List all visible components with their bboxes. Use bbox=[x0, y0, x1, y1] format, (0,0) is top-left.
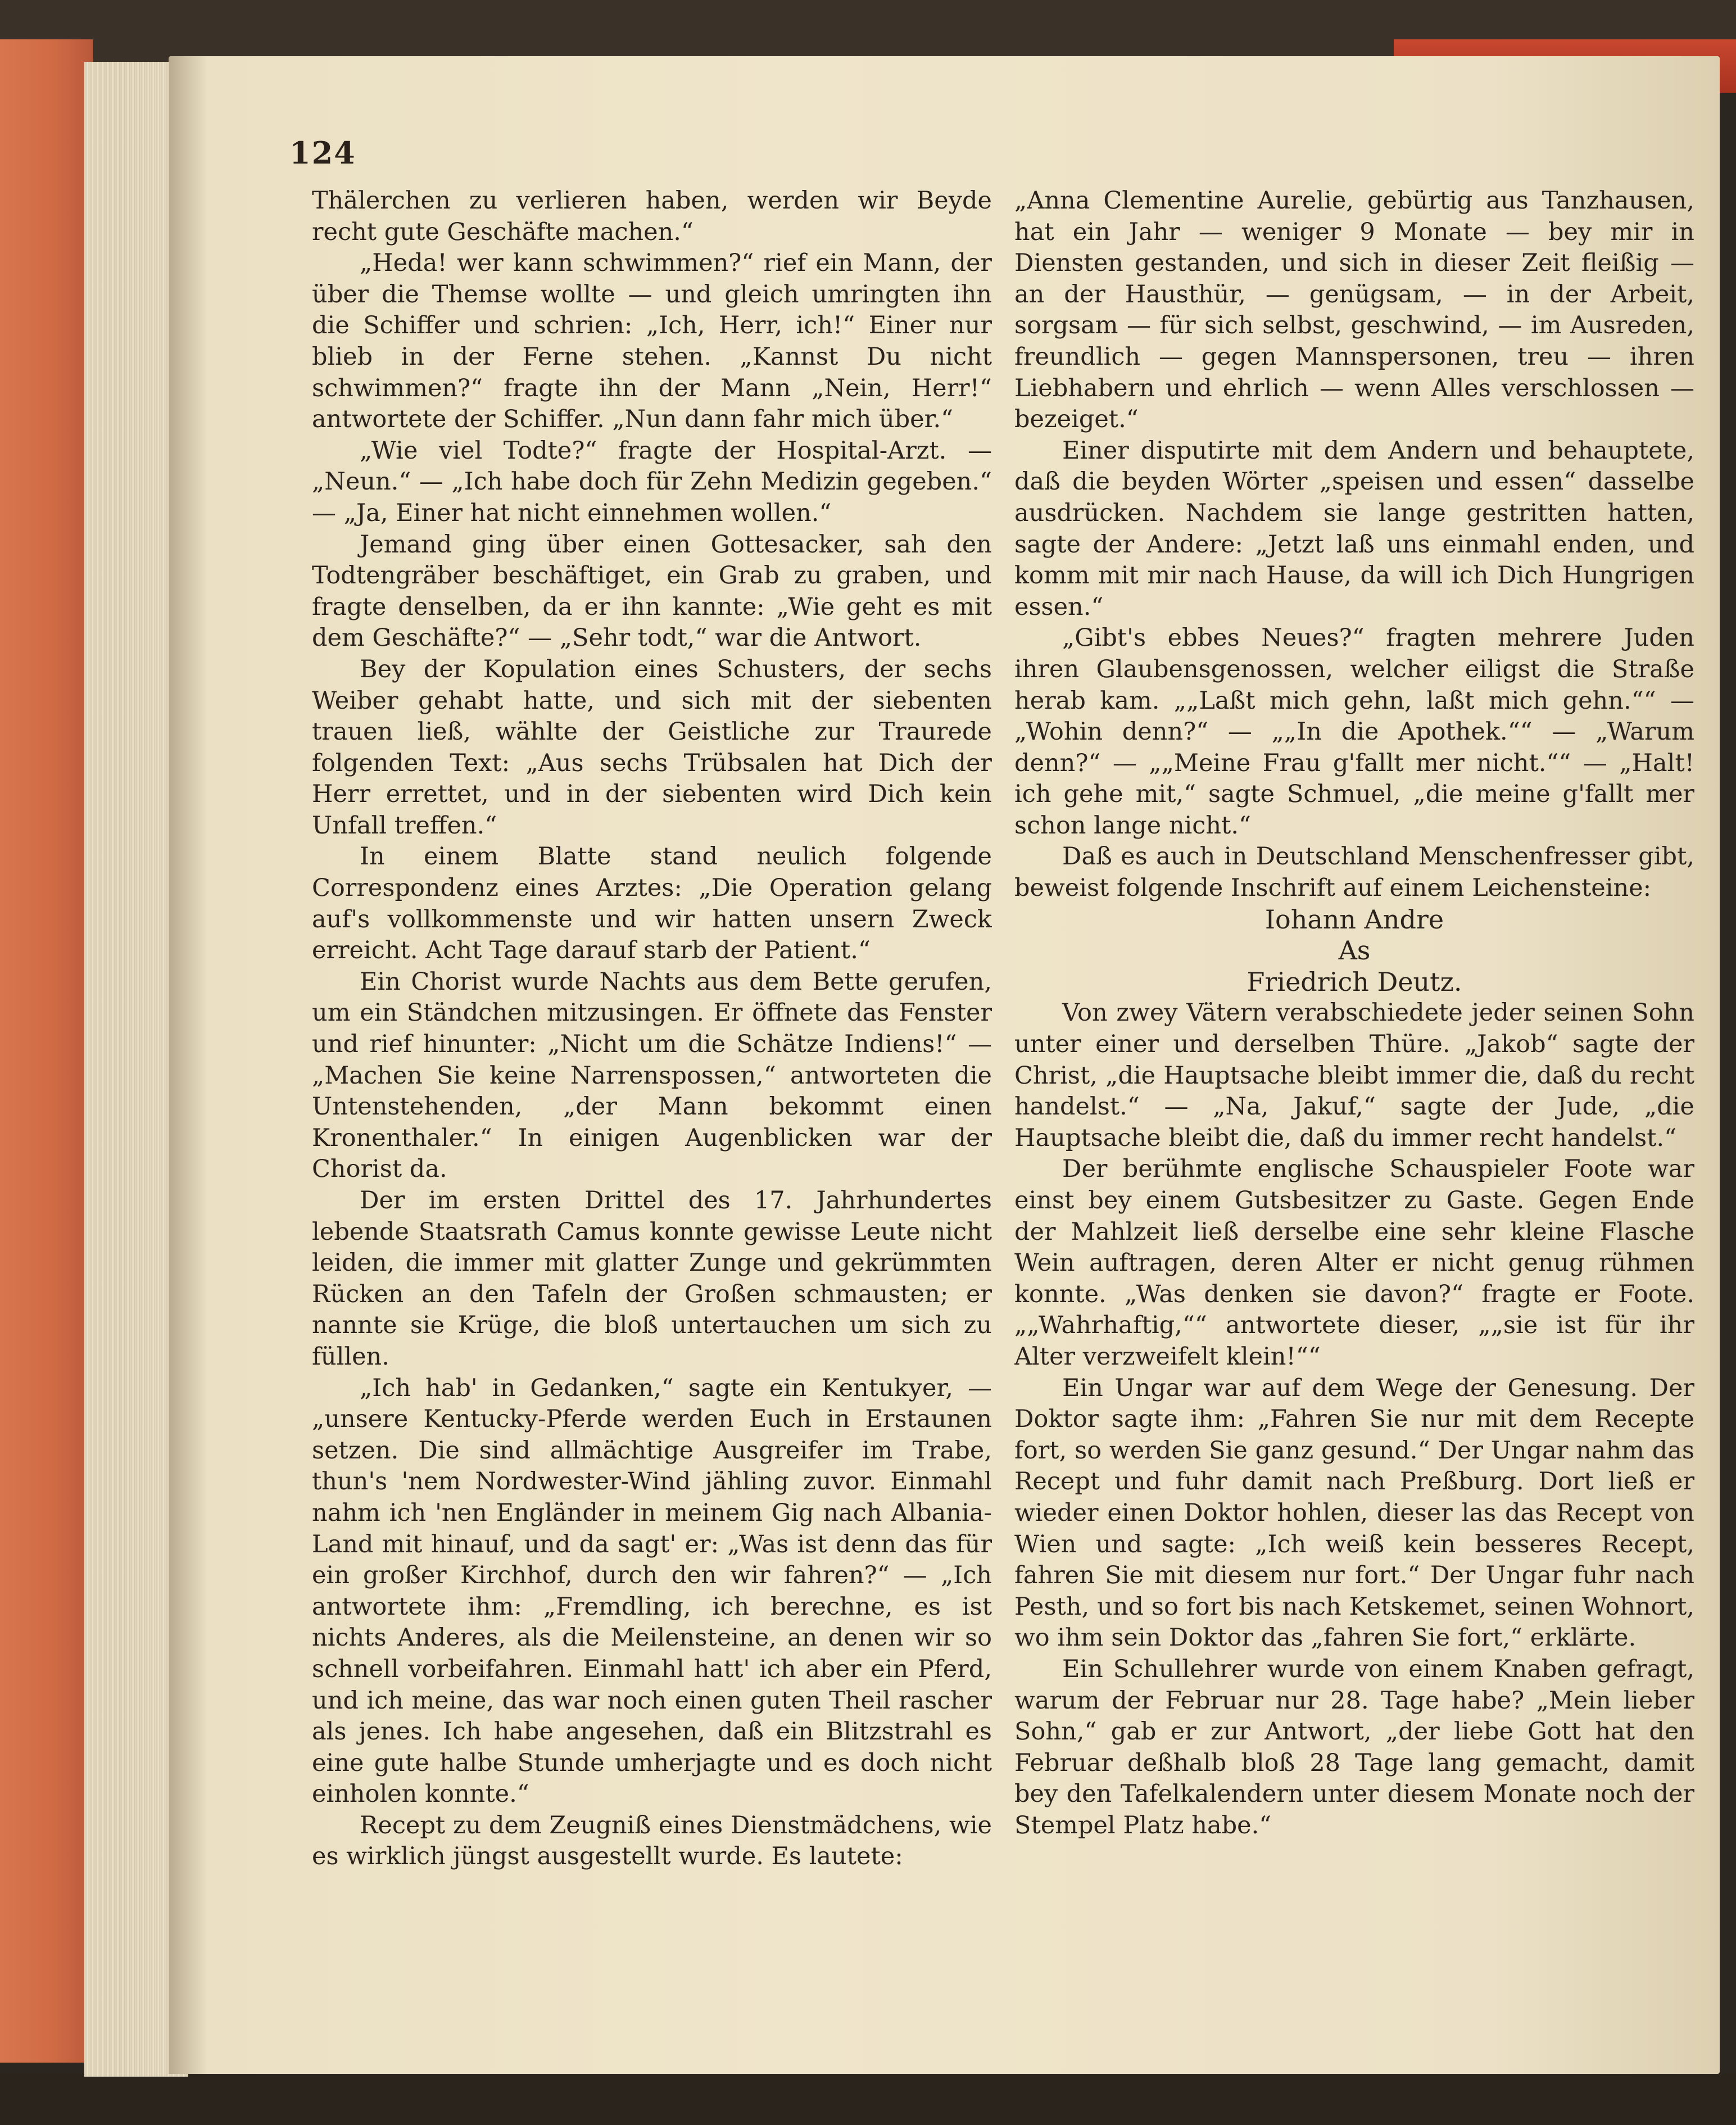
paragraph: Ein Schullehrer wurde von einem Knaben gefragt, warum der Februar nur 28. Tage habe? „Mein lieber Sohn,“ gab er zur Antwort, „der liebe Gott hat den Februar deßhalb bloß 28 Tage lang gemacht, damit bey den Tafelkalendern unter diesem Monate noch der Stempel Platz habe.“ bbox=[1014, 1655, 1694, 1839]
paragraph: „Heda! wer kann schwimmen?“ rief ein Mann, der über die Themse wollte — und gleich umringten ihn die Schiffer und schrien: „Ich, Herr, ich!“ Einer nur blieb in der Ferne stehen. „Kannst Du nicht schwimmen?“ fragte ihn der Mann „Nein, Herr!“ antwortete der Schiffer. „Nun dann fahr mich über.“ bbox=[312, 249, 992, 434]
paragraph: In einem Blatte stand neulich folgende Correspondenz eines Arztes: „Die Operation gelang auf's vollkommenste und wir hatten unsern Zweck erreicht. Acht Tage darauf starb der Patient.“ bbox=[312, 842, 992, 965]
paragraph: Bey der Kopulation eines Schusters, der sechs Weiber gehabt hatte, und sich mit der siebenten trauen ließ, wählte der Geistliche zur Traurede folgenden Text: „Aus sechs Trübsalen hat Dich der Herr errettet, und in der siebenten wird Dich kein Unfall treffen.“ bbox=[312, 655, 992, 840]
paragraph: Jemand ging über einen Gottesacker, sah den Todtengräber beschäftiget, ein Grab zu graben, und fragte denselben, da er ihn kannte: „Wie geht es mit dem Geschäfte?“ — „Sehr todt,“ war die Antwort. bbox=[312, 530, 992, 653]
book-cover-left bbox=[0, 39, 93, 2063]
right-column bbox=[1014, 185, 1694, 1984]
paragraph: Ein Chorist wurde Nachts aus dem Bette gerufen, um ein Ständchen mitzusingen. Er öffnete das Fenster und rief hinunter: „Nicht um die Schätze Indiens!“ — „Machen Sie keine Narrenspossen,“ antworteten die Untenstehenden, „der Mann bekommt einen Kronenthaler.“ In einigen Augenblicken war der Chorist da. bbox=[312, 967, 992, 1184]
paragraph: „Ich hab' in Gedanken,“ sagte ein Kentukyer, — „unsere Kentucky-Pferde werden Euch in Erstaunen setzen. Die sind allmächtige Ausgreifer im Trabe, thun's 'nem Nordwester-Wind jähling zuvor. Einmahl nahm ich 'nen Engländer in meinem Gig nach Albania-Land mit hinauf, und da sagt' er: „Was ist denn das für ein großer Kirchhof, durch den wir fahren?“ — „Ich antwortete ihm: „Fremdling, ich berechne, es ist nichts Anderes, als die Meilensteine, an denen wir so schnell vorbeifahren. Einmahl hatt' ich aber ein Pferd, und ich meine, das war noch einen guten Theil rascher als jenes. Ich habe angesehen, daß ein Blitzstrahl es eine gute halbe Stunde umherjagte und es doch nicht einholen konnte.“ bbox=[312, 1374, 992, 1809]
paragraph: Daß es auch in Deutschland Menschenfresser gibt, beweist folgende Inschrift auf einem Leichensteine: bbox=[1014, 842, 1694, 903]
paragraph: Ein Ungar war auf dem Wege der Genesung. Der Doktor sagte ihm: „Fahren Sie nur mit dem Recepte fort, so werden Sie ganz gesund.“ Der Ungar nahm das Recept und fuhr damit nach Preßburg. Dort ließ er wieder einen Doktor hohlen, dieser las das Recept von Wien und sagte: „Ich weiß kein besseres Recept, fahren Sie mit diesem nur fort.“ Der Ungar fuhr nach Pesth, und so fort bis nach Ketskemet, seinen Wohnort, wo ihm sein Doktor das „fahren Sie fort,“ erklärte. bbox=[1014, 1374, 1694, 1652]
inscription-line: Iohann Andre bbox=[1264, 904, 1444, 935]
paragraph: Der berühmte englische Schauspieler Foote war einst bey einem Gutsbesitzer zu Gaste. Gegen Ende der Mahlzeit ließ derselbe eine sehr kleine Flasche Wein auftragen, deren Alter er nicht genug rühmen konnte. „Was denken sie davon?“ fragte er Foote. „„Wahrhaftig,““ antwortete dieser, „„sie ist für ihr Alter verzweifelt klein!““ bbox=[1014, 1155, 1694, 1371]
paragraph: Recept zu dem Zeugniß eines Dienstmädchens, wie es wirklich jüngst ausgestellt wurde. Es lautete: bbox=[312, 1811, 992, 1871]
paragraph: Von zwey Vätern verabschiedete jeder seinen Sohn unter einer und derselben Thüre. „Jakob“ sagte der Christ, „die Hauptsache bleibt immer die, daß du recht handelst.“ — „Na, Jakuf,“ sagte der Jude, „die Hauptsache bleibt die, daß du immer recht handelst.“ bbox=[1014, 999, 1694, 1152]
paragraph: „Gibt's ebbes Neues?“ fragten mehrere Juden ihren Glaubensgenossen, welcher eiligst die Straße herab kam. „„Laßt mich gehn, laßt mich gehn.““ — „Wohin denn?“ — „„In die Apothek.““ — „Warum denn?“ — „„Meine Frau g'fallt mer nicht.““ — „Halt! ich gehe mit,“ sagte Schmuel, „die meine g'fallt mer schon lange nicht.“ bbox=[1014, 624, 1694, 840]
inscription-line: As bbox=[1338, 935, 1371, 966]
gutter-shadow bbox=[169, 56, 208, 2074]
paragraph: „Anna Clementine Aurelie, gebürtig aus Tanzhausen, hat ein Jahr — weniger 9 Monate — bey mir in Diensten gestanden, und sich in dieser Zeit fleißig — an der Hausthür, — genügsam, — in der Arbeit, sorgsam — für sich selbst, geschwind, — im Ausreden, freundlich — gegen Mannspersonen, treu — ihren Liebhabern und ehrlich — wenn Alles verschlossen — bezeiget.“ bbox=[1014, 187, 1694, 434]
paragraph: Der im ersten Drittel des 17. Jahrhundertes lebende Staatsrath Camus konnte gewisse Leute nicht leiden, die immer mit glatter Zunge und gekrümmten Rücken an den Tafeln der Großen schmausten; er nannte sie Krüge, die bloß untertauchen um sich zu füllen. bbox=[312, 1186, 992, 1371]
left-column bbox=[312, 185, 992, 1984]
background-bottom bbox=[0, 2074, 1736, 2125]
paragraph: Thälerchen zu verlieren haben, werden wir Beyde recht gute Geschäfte machen.“ bbox=[312, 187, 992, 246]
paragraph: „Wie viel Todte?“ fragte der Hospital-Arzt. — „Neun.“ — „Ich habe doch für Zehn Medizin gegeben.“ — „Ja, Einer hat nicht einnehmen wollen.“ bbox=[312, 436, 992, 527]
inscription-line: Friedrich Deutz. bbox=[1247, 966, 1462, 997]
page-number: 124 bbox=[289, 135, 356, 171]
paragraph: Einer disputirte mit dem Andern und behauptete, daß die beyden Wörter „speisen und essen“ dasselbe ausdrücken. Nachdem sie lange gestritten hatten, sagte der Andere: „Jetzt laß uns einmahl enden, und komm mit mir nach Hause, da will ich Dich Hungrigen essen.“ bbox=[1014, 436, 1694, 621]
